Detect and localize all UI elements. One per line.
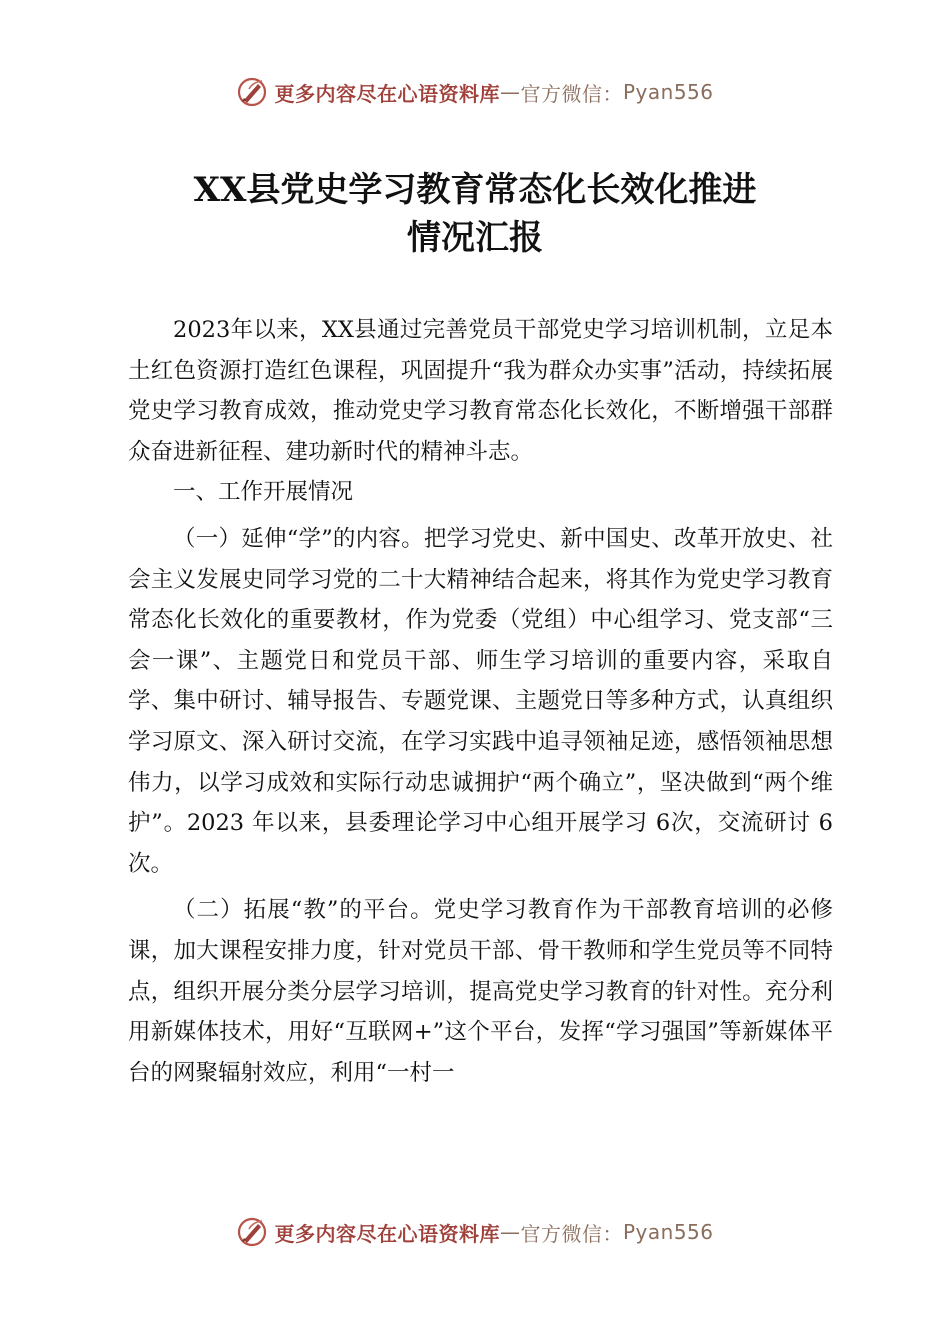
title-line-2: 情况汇报 xyxy=(407,218,543,258)
banner-main-text: 更多内容尽在心语资料库 xyxy=(274,1221,500,1246)
banner-wechat-id: Pyan556 xyxy=(622,1220,714,1244)
intro-paragraph: 2023年以来，XX县通过完善党员干部党史学习培训机制，立足本土红色资源打造红色课程，巩固提升“我为群众办实事”活动，持续拓展党史学习教育成效，推动党史学习教育常态化长效化，不断增强干部群众奋进新征程、建功新时代的精神斗志。 xyxy=(128,317,833,465)
banner-main-text: 更多内容尽在心语资料库 xyxy=(274,81,500,106)
banner-wechat-id: Pyan556 xyxy=(622,80,714,104)
subsection-paragraph-2: （二）拓展“教”的平台。党史学习教育作为干部教育培训的必修课，加大课程安排力度，针对党员干部、骨干教师和学生党员等不同特点，组织开展分类分层学习培训，提高党史学习教育的针对性。充分利用新媒体技术，用好“互联网+”这个平台，发挥“学习强国”等新媒体平台的网聚辐射效应，利用“一村一 xyxy=(128,897,833,1086)
quill-pen-logo-icon xyxy=(236,76,268,108)
subsection-paragraph-1: （一）延伸“学”的内容。把学习党史、新中国史、改革开放史、社会主义发展史同学习党的二十大精神结合起来，将其作为党史学习教育常态化长效化的重要教材，作为党委（党组）中心组学习、党支部“三会一课”、主题党日和党员干部、师生学习培训的重要内容，采取自学、集中研讨、辅导报告、专题党课、主题党日等多种方式，认真组织学习原文、深入研讨交流，在学习实践中追寻领袖足迹，感悟领袖思想伟力，以学习成效和实际行动忠诚拥护“两个确立”，坚决做到“两个维护”。2023 年以来，县委理论学习中心组开展学习 6次，交流研讨 6次。 xyxy=(128,525,833,877)
footer-watermark-banner xyxy=(0,1212,950,1252)
document-body xyxy=(128,310,833,1093)
banner-wechat-label: 官方微信： xyxy=(520,81,623,106)
banner-dash: — xyxy=(499,1220,521,1244)
document-title xyxy=(0,166,950,262)
quill-pen-logo-icon xyxy=(236,1216,268,1248)
section-heading: 一、工作开展情况 xyxy=(173,479,354,506)
banner-dash: — xyxy=(499,80,521,104)
banner-wechat-label: 官方微信： xyxy=(520,1221,623,1246)
title-line-1: XX县党史学习教育常态化长效化推进 xyxy=(193,170,757,210)
header-watermark-banner xyxy=(0,72,950,112)
